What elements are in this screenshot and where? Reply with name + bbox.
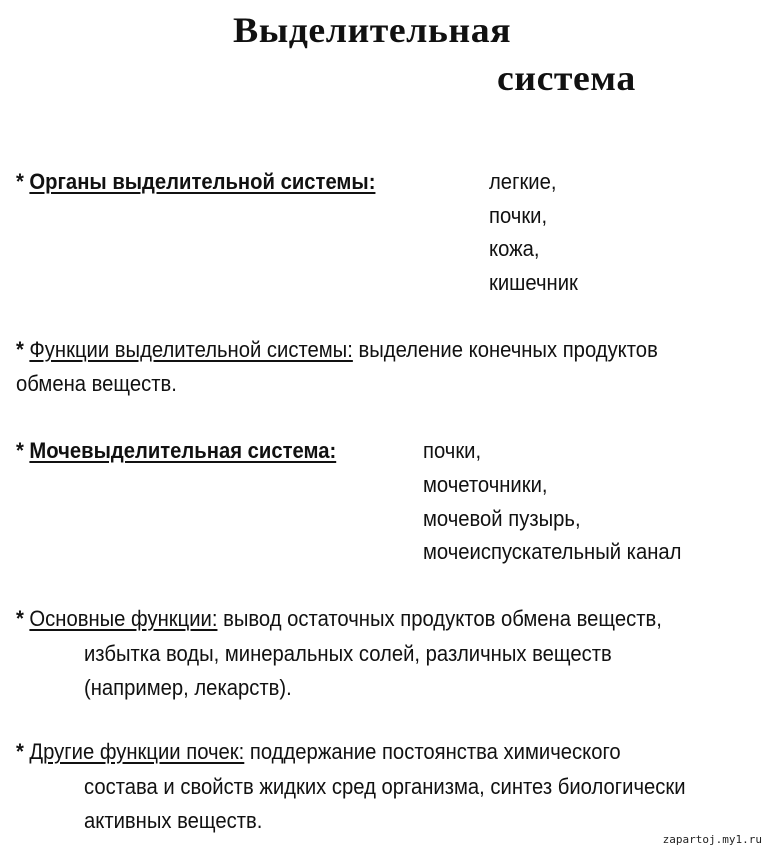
bullet-star: * xyxy=(16,169,24,194)
bullet-star: * xyxy=(16,438,24,463)
organs-item-1: легкие, xyxy=(489,169,557,194)
other-functions-line-2: состава и свойств жидких сред организма, синтез биологически xyxy=(84,774,686,799)
urinary-item-2: мочеточники, xyxy=(423,472,548,497)
main-functions-line-2: избытка воды, минеральных солей, различных веществ xyxy=(84,641,612,666)
urinary-item-3: мочевой пузырь, xyxy=(423,506,581,531)
page-title-line-2: система xyxy=(497,58,636,98)
main-functions-text: вывод остаточных продуктов обмена веществ, xyxy=(217,606,662,631)
page-title-line-1: Выделительная xyxy=(233,10,512,50)
main-functions-line-1 xyxy=(16,608,662,630)
other-functions-line-3: активных веществ. xyxy=(84,808,263,833)
organs-heading xyxy=(16,171,375,193)
urinary-heading xyxy=(16,440,336,462)
bullet-star: * xyxy=(16,739,24,764)
functions-label: Функции выделительной системы: xyxy=(29,337,353,362)
bullet-star: * xyxy=(16,606,24,631)
urinary-item-1: почки, xyxy=(423,438,482,463)
main-functions-line-3: (например, лекарств). xyxy=(84,675,292,700)
organs-item-4: кишечник xyxy=(489,270,578,295)
watermark: zapartoj.my1.ru xyxy=(662,833,762,846)
bullet-star: * xyxy=(16,337,24,362)
other-functions-label: Другие функции почек: xyxy=(29,739,245,764)
urinary-item-4: мочеиспускательный канал xyxy=(423,539,682,564)
organs-item-3: кожа, xyxy=(489,236,540,261)
organs-item-2: почки, xyxy=(489,203,548,228)
organs-label: Органы выделительной системы: xyxy=(29,169,376,194)
functions-line-1 xyxy=(16,339,658,361)
main-functions-label: Основные функции: xyxy=(29,606,218,631)
other-functions-line-1 xyxy=(16,741,621,763)
other-functions-text: поддержание постоянства химического xyxy=(244,739,621,764)
urinary-label: Мочевыделительная система: xyxy=(29,438,337,463)
functions-text: выделение конечных продуктов xyxy=(352,337,658,362)
functions-line-2: обмена веществ. xyxy=(16,371,177,396)
